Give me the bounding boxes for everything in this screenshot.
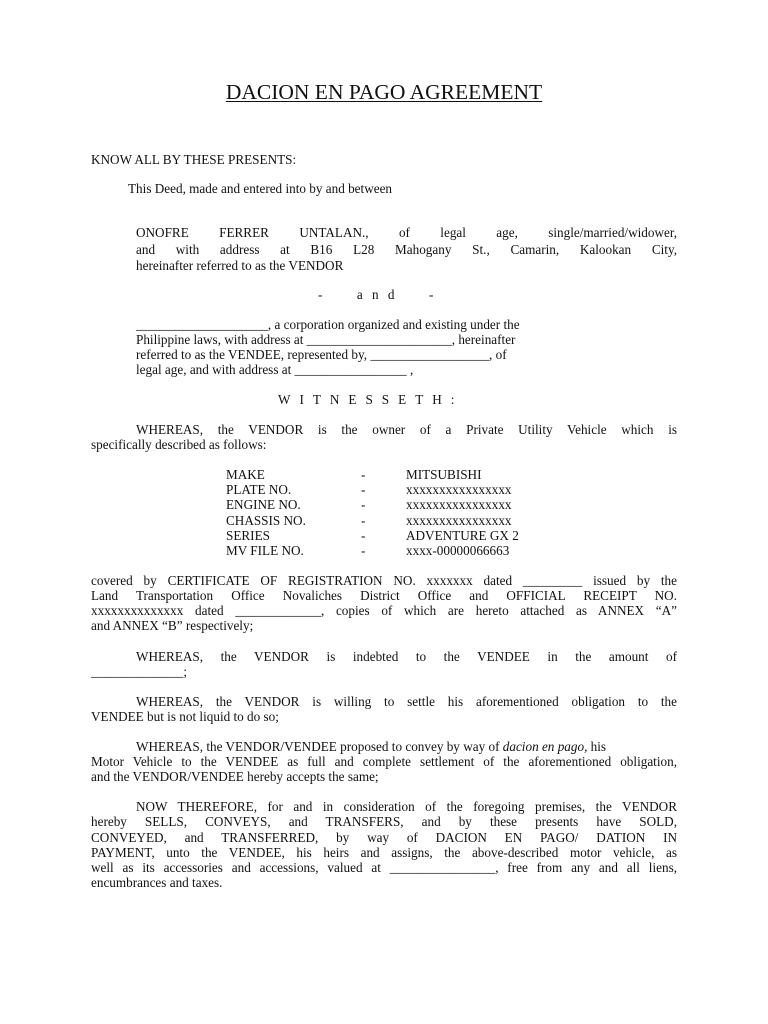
spec-label: SERIES [226,528,270,543]
whereas-3-line-2: VENDEE but is not liquid to do so; [91,709,279,724]
spec-dash: - [361,513,366,528]
whereas-4-line-2: Motor Vehicle to the VENDEE as full and complete settlement of the aforementioned obligation, [91,754,677,769]
spec-dash: - [361,528,366,543]
witnesseth-heading: WITNESSETH: [278,392,464,407]
vendee-line-3: referred to as the VENDEE, represented by, __________________, of [136,347,507,362]
whereas-1-line-2: specifically described as follows: [91,437,267,452]
spec-row [0,497,768,512]
now-therefore-line-4: PAYMENT, unto the VENDEE, his heirs and assigns, the above-described motor vehicle, as [91,845,677,860]
whereas-4-line-1-end: his [587,739,607,754]
spec-value: xxxx-00000066663 [406,543,510,558]
spec-row [0,482,768,497]
whereas-4-line-1 [136,739,606,754]
now-therefore-line-5: well as its accessories and accessions, valued at ________________, free from any and all liens, [91,860,677,875]
covered-line-2: Land Transportation Office Novaliches District Office and OFFICIAL RECEIPT NO. [91,588,677,603]
spec-label: ENGINE NO. [226,497,301,512]
covered-line-3: xxxxxxxxxxxxxx dated _____________, copies of which are hereto attached as ANNEX “A” [91,603,677,618]
spec-value: MITSUBISHI [406,467,482,482]
spec-row [0,543,768,558]
now-therefore-line-1: NOW THEREFORE, for and in consideration of the foregoing premises, the VENDOR [136,799,677,814]
vendee-line-2: Philippine laws, with address at ______________________, hereinafter [136,332,516,347]
covered-line-4: and ANNEX “B” respectively; [91,618,254,633]
spec-dash: - [361,497,366,512]
dacion-en-pago-italic: dacion en pago, [502,739,588,754]
spec-row [0,467,768,482]
whereas-2-line-1: WHEREAS, the VENDOR is indebted to the VENDEE in the amount of [136,649,677,664]
spec-label: PLATE NO. [226,482,292,497]
spec-label: MV FILE NO. [226,543,304,558]
spec-dash: - [361,482,366,497]
vendor-line-1: ONOFRE FERRER UNTALAN., of legal age, single/married/widower, [136,225,677,240]
spec-value: xxxxxxxxxxxxxxxx [406,482,512,497]
spec-value: ADVENTURE GX 2 [406,528,519,543]
spec-dash: - [361,543,366,558]
and-separator: - a n d - [318,287,437,302]
vendor-line-3: hereinafter referred to as the VENDOR [136,258,344,273]
spec-value: xxxxxxxxxxxxxxxx [406,497,512,512]
deed-line: This Deed, made and entered into by and between [128,181,393,196]
whereas-3-line-1: WHEREAS, the VENDOR is willing to settle his aforementioned obligation to the [136,694,677,709]
whereas-4-line-1-text: WHEREAS, the VENDOR/VENDEE proposed to convey by way of [136,739,503,754]
now-therefore-line-3: CONVEYED, and TRANSFERRED, by way of DACION EN PAGO/ DATION IN [91,830,677,845]
spec-value: xxxxxxxxxxxxxxxx [406,513,512,528]
vendee-line-4: legal age, and with address at _________________ , [136,362,414,377]
spec-row [0,528,768,543]
covered-line-1: covered by CERTIFICATE OF REGISTRATION NO. xxxxxxx dated _________ issued by the [91,573,677,588]
spec-dash: - [361,467,366,482]
now-therefore-line-6: encumbrances and taxes. [91,875,223,890]
document-title: DACION EN PAGO AGREEMENT [225,80,543,104]
spec-label: CHASSIS NO. [226,513,306,528]
now-therefore-line-2: hereby SELLS, CONVEYS, and TRANSFERS, and by these presents have SOLD, [91,814,677,829]
vendee-line-1: ____________________, a corporation organized and existing under the [136,317,520,332]
whereas-1-line-1: WHEREAS, the VENDOR is the owner of a Private Utility Vehicle which is [136,422,677,437]
spec-label: MAKE [226,467,265,482]
whereas-4-line-3: and the VENDOR/VENDEE hereby accepts the same; [91,769,379,784]
intro-heading: KNOW ALL BY THESE PRESENTS: [91,152,297,167]
spec-row [0,513,768,528]
vendor-line-2: and with address at B16 L28 Mahogany St., Camarin, Kalookan City, [136,242,677,257]
whereas-2-line-2: ______________; [91,664,187,679]
